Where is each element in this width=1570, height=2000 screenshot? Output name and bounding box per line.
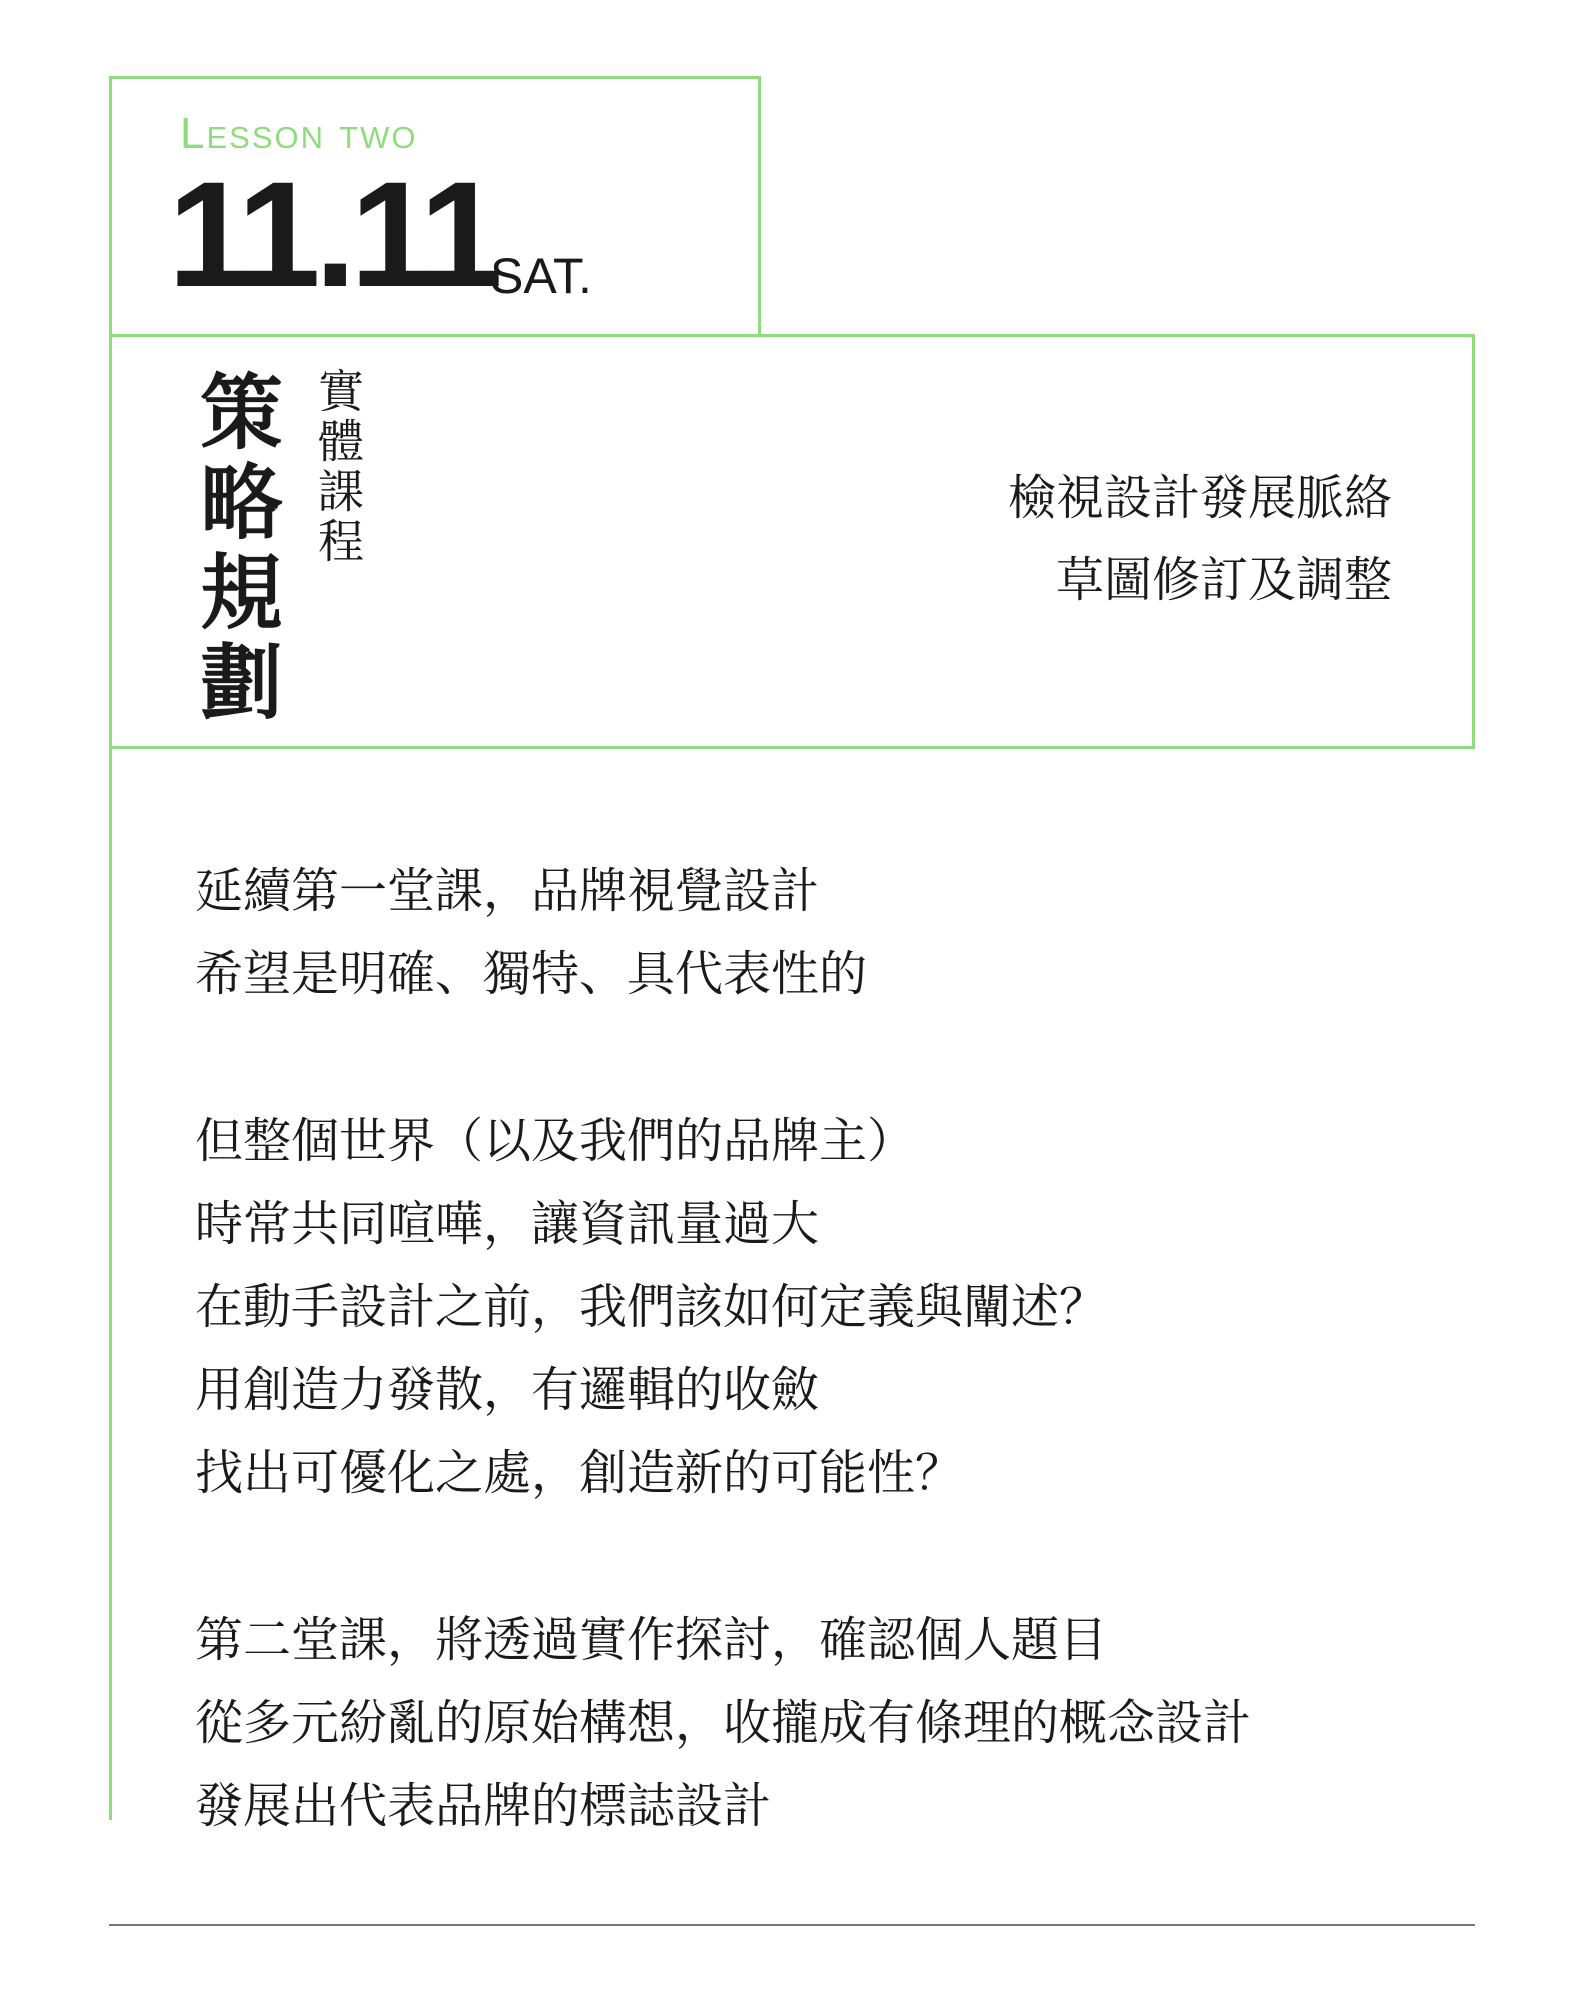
topic-list: [1008, 457, 1392, 621]
body-line: 在動手設計之前，我們該如何定義與闡述？: [195, 1279, 1108, 1335]
topic-item: 草圖修訂及調整: [1055, 552, 1392, 608]
body-line: 延續第一堂課，品牌視覺設計: [195, 863, 820, 919]
body-text: [195, 850, 1455, 1932]
main-title: 策略規劃: [187, 369, 283, 729]
body-line: 找出可優化之處，創造新的可能性？: [195, 1445, 964, 1501]
sub-title: 實體課程: [311, 367, 365, 567]
left-accent-rule: [109, 745, 112, 1820]
body-line: 時常共同喧嘩，讓資訊量過大: [195, 1196, 820, 1252]
date-day: SAT.: [490, 248, 592, 304]
body-line: 發展出代表品牌的標誌設計: [195, 1778, 772, 1834]
body-line: 第二堂課，將透過實作探討，確認個人題目: [195, 1612, 1108, 1668]
body-line: 希望是明確、獨特、具代表性的: [195, 946, 868, 1002]
bottom-rule: [109, 1924, 1475, 1926]
paragraph: [195, 850, 1455, 1016]
lesson-label: Lesson two: [180, 109, 418, 158]
date-number: 11.11: [168, 150, 497, 318]
date-box: [109, 76, 761, 336]
body-line: 但整個世界（以及我們的品牌主）: [195, 1113, 916, 1169]
body-line: 從多元紛亂的原始構想，收攏成有條理的概念設計: [195, 1695, 1252, 1751]
title-box: [109, 334, 1475, 749]
paragraph: [195, 1100, 1455, 1515]
paragraph: [195, 1599, 1455, 1848]
body-line: 用創造力發散，有邏輯的收斂: [195, 1362, 820, 1418]
topic-item: 檢視設計發展脈絡: [1007, 470, 1392, 526]
